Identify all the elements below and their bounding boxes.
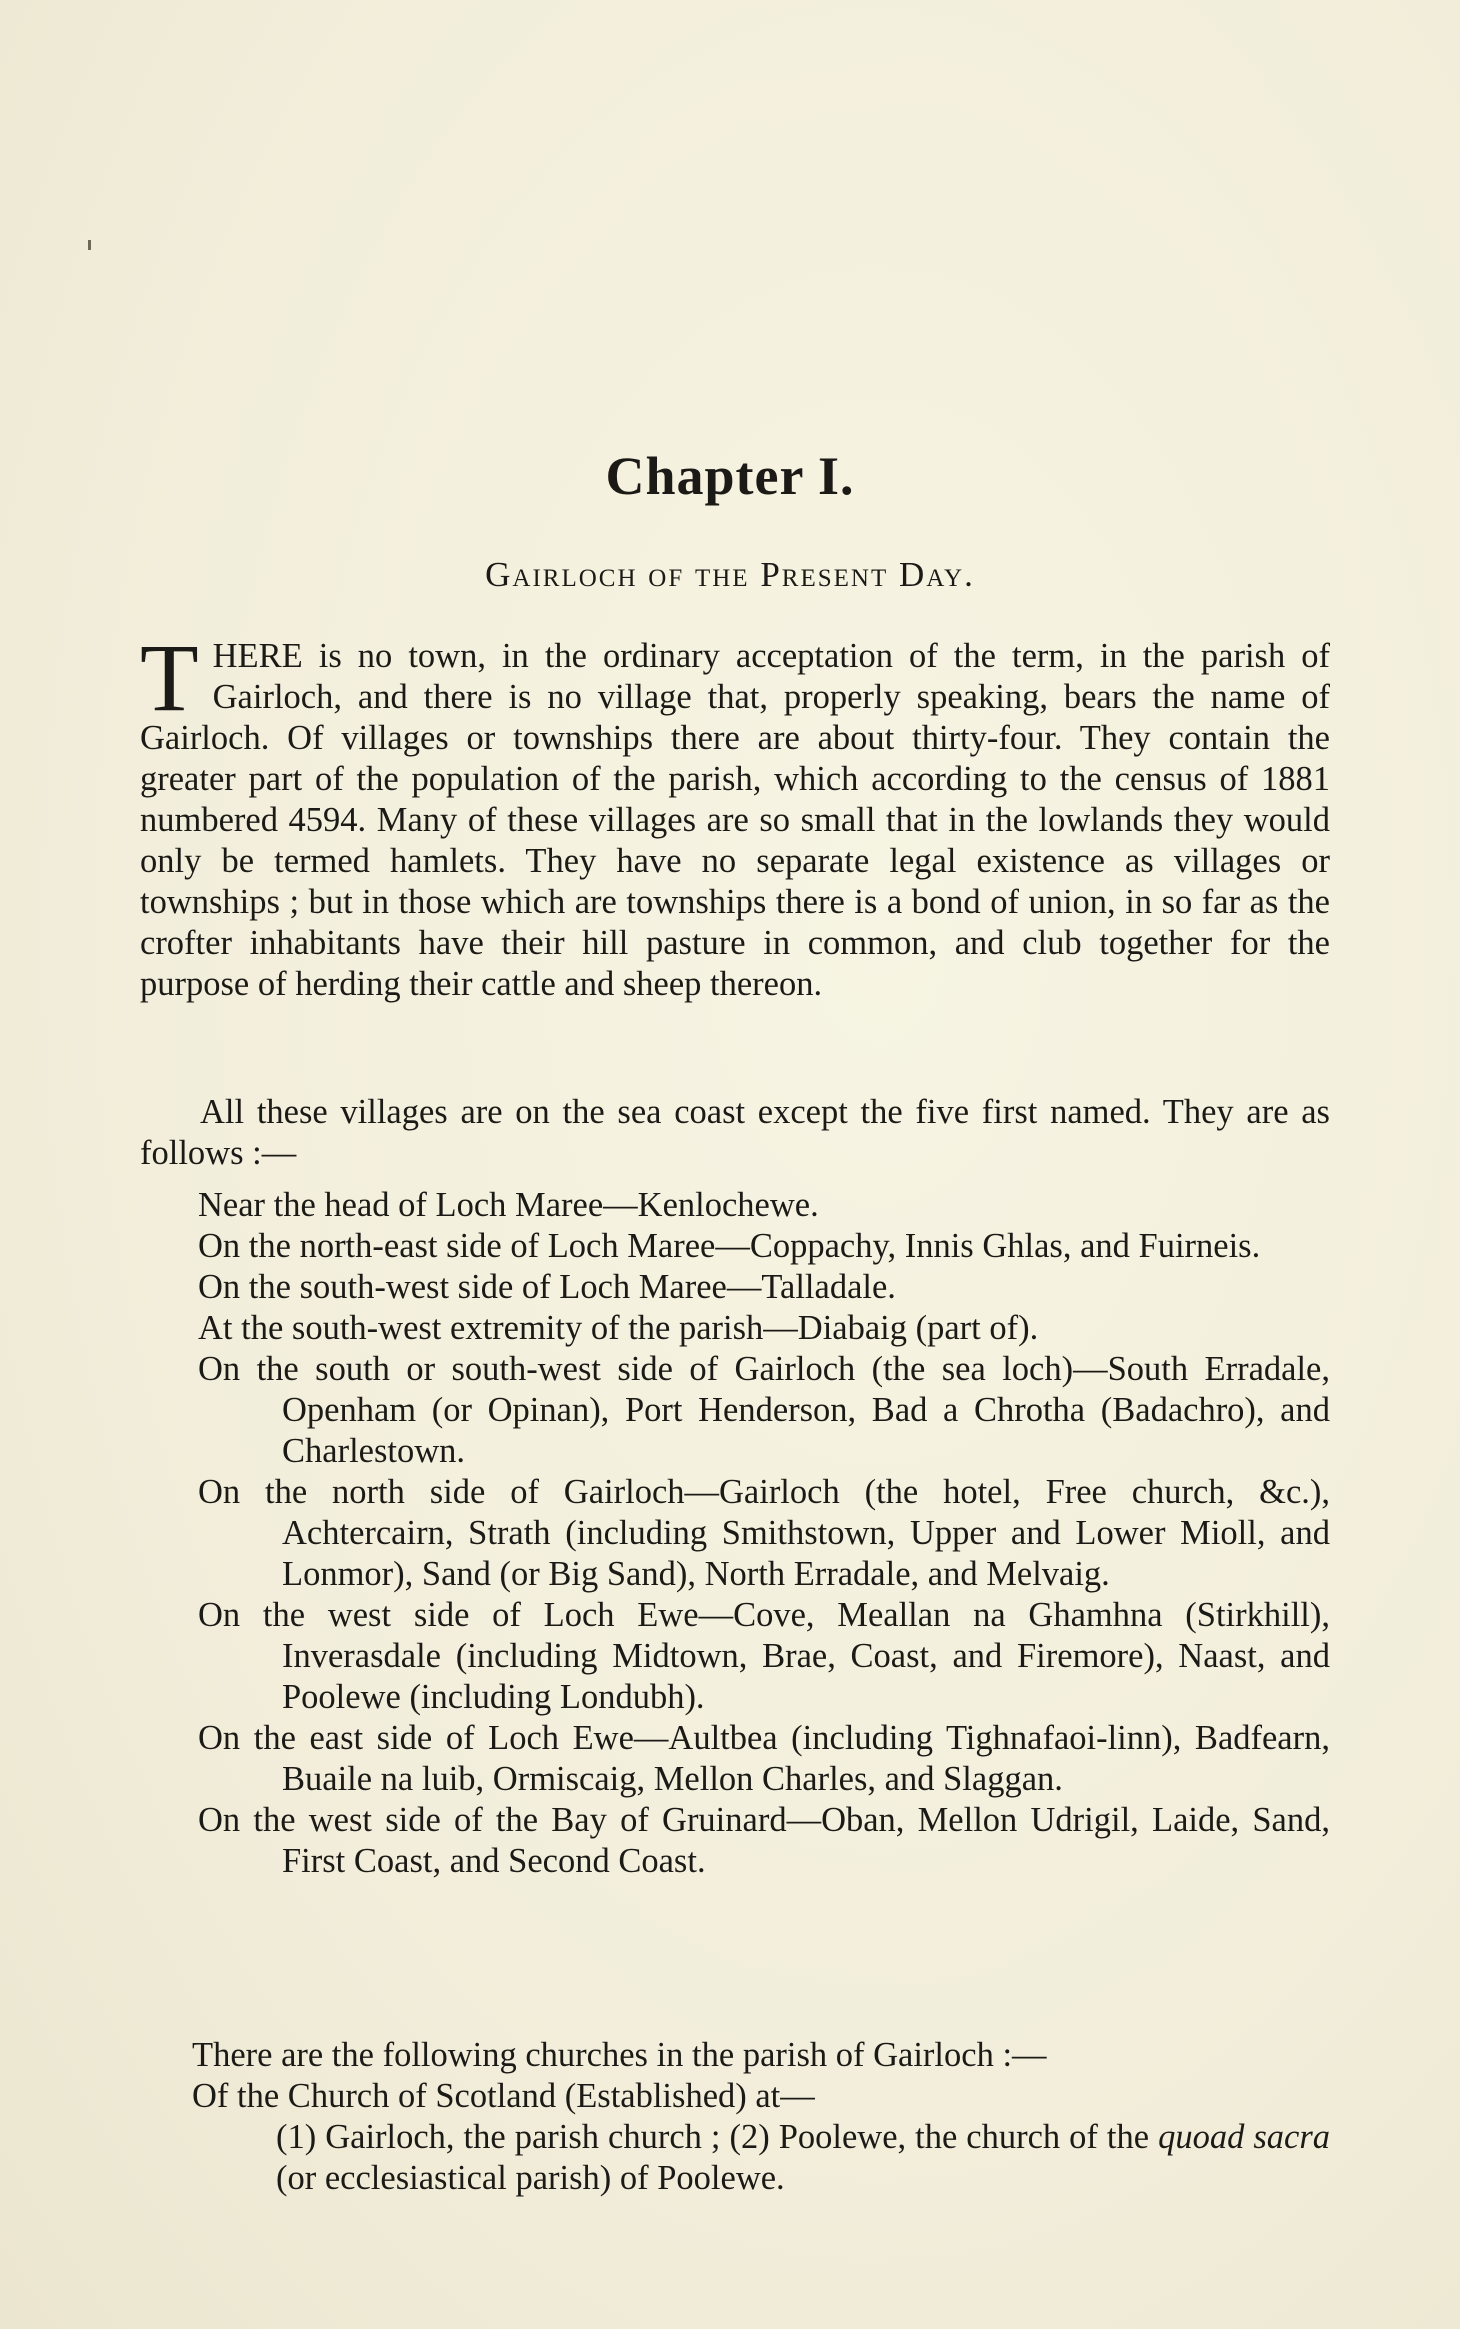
list-item: Near the head of Loch Maree—Kenlochewe. — [198, 1186, 819, 1224]
drop-cap: T — [140, 624, 199, 731]
established-church-heading: Of the Church of Scotland (Established) at— — [192, 2077, 815, 2115]
list-item: On the north-east side of Loch Maree—Coppachy, Innis Ghlas, and Fuirneis. — [198, 1227, 1261, 1265]
churches-intro: There are the following churches in the parish of Gairloch :— — [192, 2036, 1047, 2074]
church-detail-end: (or ecclesiastical parish) of Poolewe. — [276, 2159, 785, 2197]
village-list — [198, 1185, 1330, 1882]
established-church-detail — [192, 2117, 1330, 2199]
list-item: On the south-west side of Loch Maree—Talladale. — [198, 1268, 896, 1306]
list-item: On the north side of Gairloch—Gairloch (the hotel, Free church, &c.), Achtercairn, Strath (including Smithstown, Upper and Lower Mioll, and Lonmor), Sand (or Big Sand), North Erradale, and Melvaig. — [198, 1473, 1330, 1593]
list-item: On the west side of Loch Ewe—Cove, Meallan na Ghamhna (Stirkhill), Inverasdale (including Midtown, Brae, Coast, and Firemore), Naast, and Poolewe (including Londubh). — [198, 1596, 1330, 1716]
list-item: On the west side of the Bay of Gruinard—Oban, Mellon Udrigil, Laide, Sand, First Coast, and Second Coast. — [198, 1801, 1330, 1880]
church-detail-text: (1) Gairloch, the parish church ; (2) Poolewe, the church of the — [276, 2118, 1159, 2156]
chapter-heading: Chapter I. — [605, 446, 855, 506]
stray-ink-mark — [88, 240, 91, 250]
quoad-sacra-term: quoad sacra — [1158, 2118, 1330, 2156]
list-item: At the south-west extremity of the parish—Diabaig (part of). — [198, 1309, 1039, 1347]
intro-text: HERE is no town, in the ordinary acceptation of the term, in the parish of Gairloch, and there is no village that, properly speaking, bears the name of Gairloch. Of villages or townships there are about thirty-four. They contain the greater part of the population of the parish, which according to the census of 1881 numbered 4594. Many of these villages are so small that in the lowlands they would only be termed hamlets. They have no separate legal existence as villages or townships ; but in those which are townships there is a bond of union, in so far as the crofter inhabitants have their hill pasture in common, and club together for the purpose of herding their cattle and sheep thereon. — [140, 637, 1330, 1003]
list-item: On the east side of Loch Ewe—Aultbea (including Tighnafaoi-linn), Badfearn, Buaile na luib, Ormiscaig, Mellon Charles, and Slaggan. — [198, 1719, 1330, 1798]
villages-intro-paragraph: All these villages are on the sea coast except the five first named. They are as follows :— — [140, 1093, 1330, 1172]
chapter-subheading: Gairloch of the Present Day. — [485, 555, 975, 594]
intro-paragraph — [140, 624, 1330, 1005]
churches-section — [192, 2035, 1330, 2199]
list-item: On the south or south-west side of Gairloch (the sea loch)—South Erradale, Openham (or Opinan), Port Henderson, Bad a Chrotha (Badachro), and Charlestown. — [198, 1350, 1330, 1470]
